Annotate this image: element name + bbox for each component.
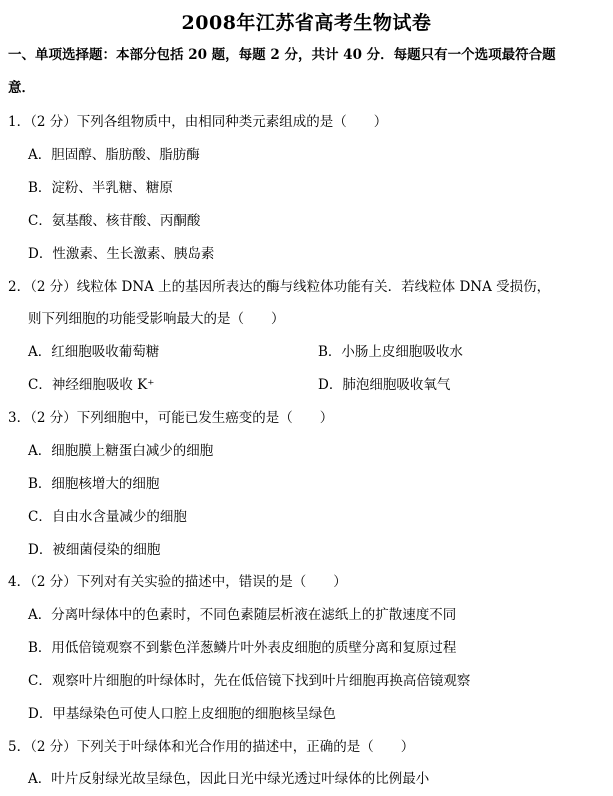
question-1-option-c: C．氨基酸、核苷酸、丙酮酸	[28, 213, 201, 229]
question-1-option-a: A．胆固醇、脂肪酸、脂肪酶	[28, 147, 200, 163]
question-4-option-b: B．用低倍镜观察不到紫色洋葱鳞片叶外表皮细胞的质壁分离和复原过程	[28, 640, 457, 656]
question-3-option-d: D．被细菌侵染的细胞	[28, 542, 161, 558]
question-3-option-c: C．自由水含量减少的细胞	[28, 509, 187, 525]
question-3-option-a: A．细胞膜上糖蛋白减少的细胞	[28, 443, 214, 459]
question-2-stem-continued: 则下列细胞的功能受影响最大的是（ ）	[28, 311, 285, 327]
question-1-stem: 1．（2 分）下列各组物质中，由相同种类元素组成的是（ ）	[8, 114, 388, 130]
question-2-option-d: D．肺泡细胞吸收氧气	[318, 377, 451, 393]
question-2-stem: 2．（2 分）线粒体 DNA 上的基因所表达的酶与线粒体功能有关．若线粒体 DNA 受损伤，	[8, 279, 551, 295]
question-4-stem: 4．（2 分）下列对有关实验的描述中，错误的是（ ）	[8, 574, 347, 590]
section-heading: 一、单项选择题：本部分包括 20 题，每题 2 分，共计 40 分．每题只有一个选项最符合题	[8, 47, 556, 63]
question-5-stem: 5．（2 分）下列关于叶绿体和光合作用的描述中，正确的是（ ）	[8, 739, 415, 755]
question-5-option-a: A．叶片反射绿光故呈绿色，因此日光中绿光透过叶绿体的比例最小	[28, 771, 430, 787]
question-3-option-b: B．细胞核增大的细胞	[28, 476, 160, 492]
page-title: 2008年江苏省高考生物试卷	[181, 12, 432, 34]
question-3-stem: 3．（2 分）下列细胞中，可能已发生癌变的是（ ）	[8, 410, 334, 426]
question-2-option-a: A．红细胞吸收葡萄糖	[28, 344, 160, 360]
section-heading-continued: 意．	[8, 80, 35, 96]
question-2-option-c: C．神经细胞吸收 K⁺	[28, 377, 155, 393]
question-1-option-b: B．淀粉、半乳糖、糖原	[28, 180, 173, 196]
question-1-option-d: D．性激素、生长激素、胰岛素	[28, 246, 215, 262]
question-2-option-b: B．小肠上皮细胞吸收水	[318, 344, 463, 360]
question-4-option-a: A．分离叶绿体中的色素时，不同色素随层析液在滤纸上的扩散速度不同	[28, 607, 457, 623]
question-4-option-c: C．观察叶片细胞的叶绿体时，先在低倍镜下找到叶片细胞再换高倍镜观察	[28, 673, 471, 689]
question-4-option-d: D．甲基绿染色可使人口腔上皮细胞的细胞核呈绿色	[28, 706, 336, 722]
